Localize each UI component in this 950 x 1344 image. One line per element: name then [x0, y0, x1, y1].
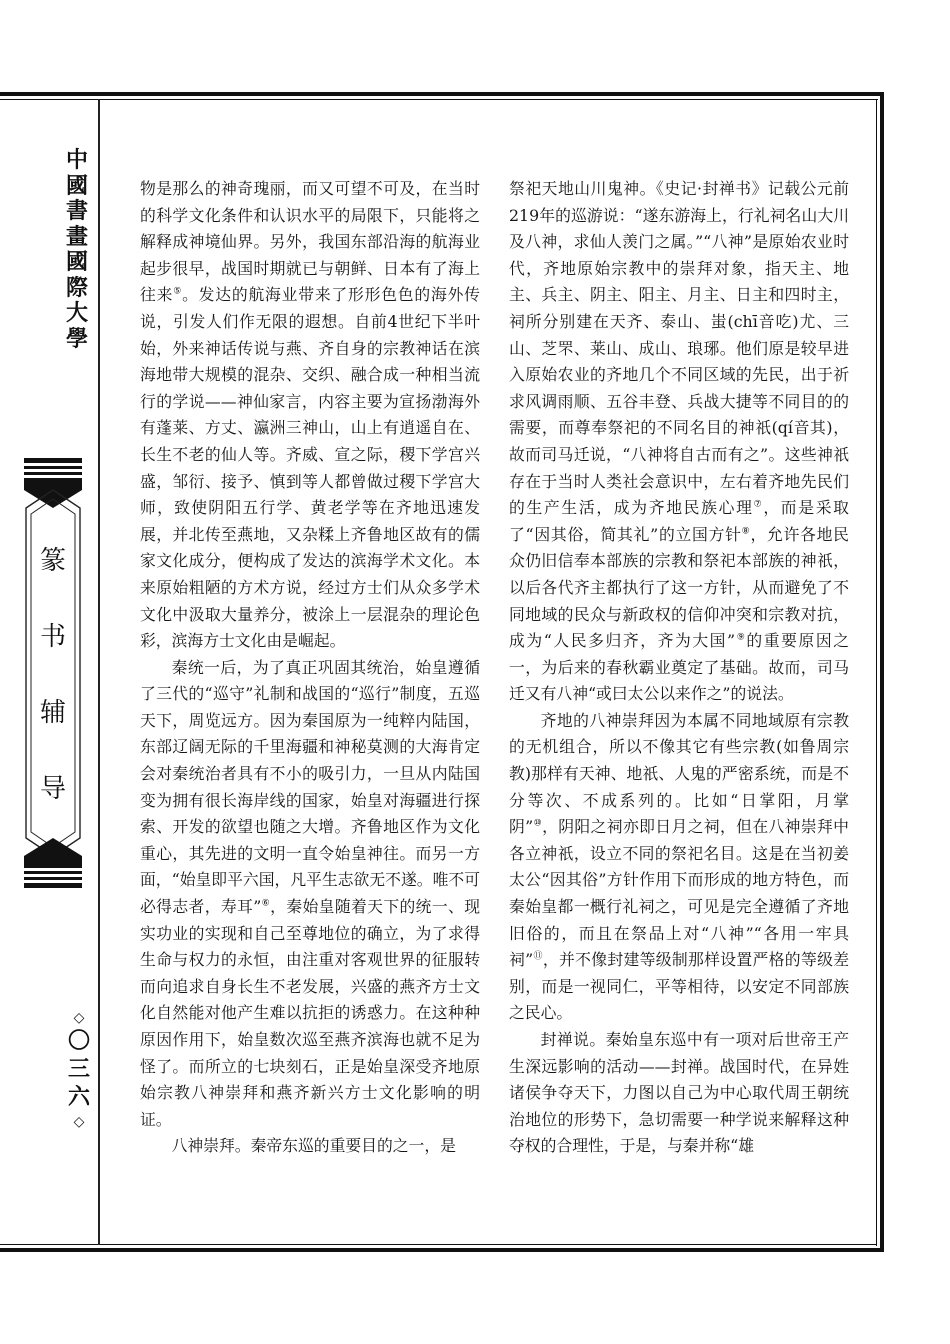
section-title-char: 导 — [39, 774, 66, 804]
series-title-char: 學 — [65, 326, 88, 352]
right-text-column — [509, 176, 849, 1160]
text-run: 的重要原因之一，为后来的春秋霸业奠定了基础。故而，司马迁又有八神“或曰太公以来作之”的说法。 — [509, 631, 849, 704]
footnote-ref: ⑧ — [741, 526, 751, 537]
series-title-char: 國 — [65, 173, 88, 199]
page-frame-top-inner-rule — [0, 99, 878, 100]
page-number — [64, 1008, 94, 1132]
series-title-char: 大 — [65, 301, 88, 326]
page-frame-right — [880, 92, 884, 1252]
paragraph: 八神崇拜。秦帝东巡的重要目的之一，是 — [171, 1136, 456, 1156]
footnote-ref: ⑨ — [735, 632, 747, 643]
section-title-char: 篆 — [39, 546, 66, 576]
page-frame-bottom — [0, 1248, 884, 1252]
footnote-ref: ⑤ — [173, 287, 183, 298]
footnote-ref: ⑦ — [753, 499, 764, 510]
page-number-marker: ◇ — [73, 1114, 85, 1130]
section-title — [22, 535, 84, 839]
paragraph — [140, 176, 480, 655]
page-number-digit: 〇 — [67, 1029, 90, 1054]
text-run: 物是那么的神奇瑰丽，而又可望不可及，在当时的科学文化条件和认识水平的局限下，只能将之解释成神境仙界。另外，我国东部沿海的航海业起步很早，战国时期就已与朝鲜、日本有了海上往来 — [140, 179, 480, 305]
text-run: ，而是采取了“因其俗，简其礼”的立国方针 — [509, 498, 849, 544]
paragraph — [140, 655, 480, 1134]
text-run: 齐地的八神崇拜因为本属不同地域原有宗教的无机组合，所以不像其它有些宗教(如鲁周宗教)那样有天神、地祇、人鬼的严密系统，而是不分等次、不成系列的。比如“日掌阳，月掌阴” — [509, 710, 849, 837]
series-title-char: 畫 — [65, 224, 88, 250]
text-run: 祭祀天地山川鬼神。《史记·封禅书》记载公元前219年的巡游说：“遂东游海上，行礼祠名山大川及八神，求仙人羡门之属。”“八神”是原始农业时代，齐地原始宗教中的崇拜对象，指天主、地主、兵主、阴主、阳主、月主、日主和四时主，祠所分别建在天齐、泰山、蚩(chī音吃)尤、三山、芝罘、莱山、成山、琅琊。他们原是较早进入原始农业的齐地几个不同区域的先民，出于祈求风调雨顺、五谷丰登、兵战大捷等不同目的的需要，而尊奉祭祀的不同名目的神祇(qí音其)，故而司马迁说，“八神将自古而有之”。这些神祇存在于当时人类社会意识中，左右着齐地先民们的生产生活，成为齐地民族心理 — [509, 179, 849, 518]
page-number-digit: 六 — [67, 1085, 90, 1110]
section-title-char: 辅 — [39, 698, 66, 728]
footnote-ref: ⑥ — [261, 898, 271, 909]
text-run: ，秦始皇随着天下的统一、现实功业的实现和自己至尊地位的确立，为了求得生命与权力的永恒，由注重对客观世界的征服转而向追求自身长生不老发展，兴盛的燕齐方士文化自然能对他产生难以抗拒的诱惑力。在这种种原因作用下，始皇数次巡至燕齐滨海也就不足为怪了。而所立的七块刻石，正是始皇深受齐地原始宗教八神崇拜和燕齐新兴方士文化影响的明证。 — [140, 897, 480, 1129]
page-number-marker: ◇ — [73, 1010, 85, 1026]
text-run: ，允许各地民众仍旧信奉本部族的宗教和祭祀本部族的神祇，以后各代齐主都执行了这一方针，从而避免了不同地域的民众与新政权的信仰冲突和宗教对抗，成为“人民多归齐，齐为大国” — [509, 524, 849, 651]
text-run: 。发达的航海业带来了形形色色的海外传说，引发人们作无限的遐想。自前4世纪下半叶始，外来神话传说与燕、齐自身的宗教神话在滨海地带大规模的混杂、交织、融合成一种相当流行的学说——神仙家言，内容主要为宣扬渤海外有蓬莱、方丈、瀛洲三神山，山上有逍遥自在、长生不老的仙人等。齐威、宣之际，稷下学宫兴盛，邹衍、接予、慎到等人都曾做过稷下学宫大师，致使阴阳五行学、黄老学等在齐地迅速发展，并北传至燕地，又杂糅上齐鲁地区故有的儒家文化成分，便构成了发达的滨海学术文化。本来原始粗陋的方术方说，经过方士们从众多学术文化中汲取大量养分，被涂上一层混杂的理论色彩，滨海方士文化由是崛起。 — [140, 285, 480, 651]
left-text-column — [140, 176, 480, 1160]
series-title-char: 際 — [65, 275, 88, 301]
page-frame-right-inner-rule — [876, 99, 877, 1246]
page-frame-top — [0, 92, 884, 96]
text-run: ，并不像封建等级制那样设置严格的等级差别，而是一视同仁，平等相待，以安定不同部族之民心。 — [509, 950, 849, 1023]
series-title — [60, 148, 94, 352]
series-title-char: 中 — [65, 148, 88, 173]
section-title-char: 书 — [39, 622, 66, 652]
page-number-digit: 三 — [67, 1057, 90, 1082]
series-title-char: 書 — [65, 199, 88, 224]
sidebar-divider-rule — [98, 99, 100, 1245]
paragraph — [509, 176, 849, 708]
page-frame-bottom-inner-rule — [0, 1244, 877, 1245]
text-run: 秦统一后，为了真正巩固其统治，始皇遵循了三代的“巡守”礼制和战国的“巡行”制度，五巡天下，周览远方。因为秦国原为一纯粹内陆国，东部辽阔无际的千里海疆和神秘莫测的大海肯定会对秦统治者具有不小的吸引力，一旦从内陆国变为拥有很长海岸线的国家，始皇对海疆进行探索、开发的欲望也随之大增。齐鲁地区作为文化重心，其先进的文明一直令始皇神往。而另一方面，“始皇即平六国，凡平生志欲无不遂。唯不可必得志者，寿耳” — [140, 657, 480, 917]
footnote-ref: ⑪ — [533, 951, 543, 962]
footnote-ref: ⑩ — [533, 818, 543, 829]
series-title-char: 國 — [65, 250, 88, 275]
text-run: ，阴阳之祠亦即日月之祠，但在八神崇拜中各立神祇，设立不同的祭祀名目。这是在当初姜太公“因其俗”方针作用下而形成的地方特色，而秦始皇都一概行礼祠之，可见是完全遵循了齐地旧俗的，而且在祭品上对“八神”“各用一牢具祠” — [509, 817, 849, 970]
paragraph — [509, 708, 849, 1027]
paragraph: 封禅说。秦始皇东巡中有一项对后世帝王产生深远影响的活动——封禅。战国时代，在异姓诸侯争夺天下，力图以自己为中心取代周王朝统治地位的形势下，急切需要一种学说来解释这种夺权的合理性，于是，与秦并称“雄 — [509, 1030, 849, 1156]
